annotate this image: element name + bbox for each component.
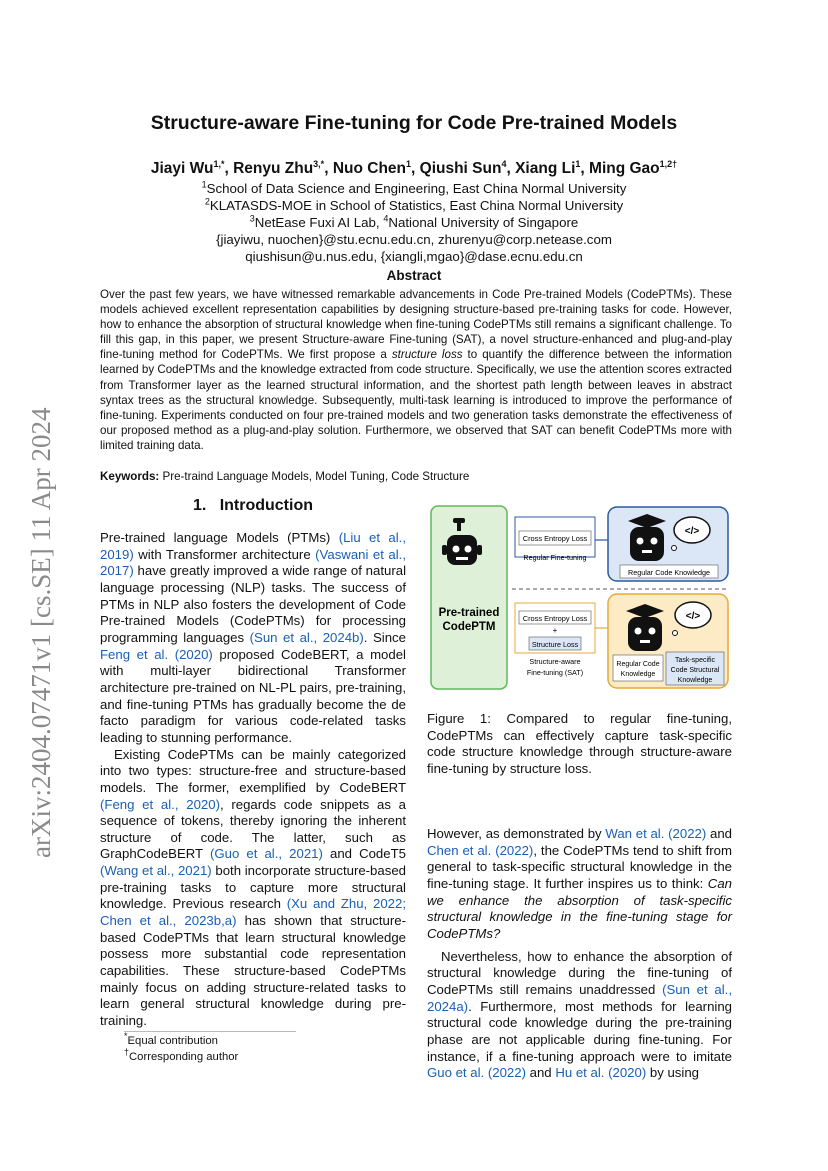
intro-right-column — [427, 826, 732, 1082]
author-list: Jiayi $Wu^{1,*}$, Renyu Zhu$^{3,*}$, Nuo Chen$^1$, Qiushi Sun$^4$, Xiang Li$^1$, Ming Gao$^{1,2\dagger}$ — [150, 158, 678, 177]
top-knowledge-label: Regular Code Knowledge — [628, 568, 710, 577]
intro-paragraph-1 — [100, 530, 406, 747]
codeptm-panel — [431, 506, 507, 689]
code-icon: </> — [684, 526, 700, 537]
author-name: Qiushi Sun — [419, 160, 502, 177]
keywords: Keywords: Pre-traind Language Models, Model Tuning, Code Structure — [100, 470, 470, 483]
author-name: Jiayi Wu — [150, 160, 214, 177]
citation-link[interactable]: (Sun et al., 2024a) — [427, 981, 732, 1014]
regular-knowledge-label-2: Knowledge — [620, 671, 656, 678]
paragraph-text: , regards code snippets as a sequence of tokens, thereby ignoring the inherent structure of code. The latter, such as GraphCodeBERT — [100, 796, 406, 862]
citation-link[interactable]: (Vaswani et al., 2017) — [100, 546, 406, 579]
sat-label-1: Structure-aware — [529, 657, 581, 666]
arxiv-identifier-stamp — [20, 370, 60, 860]
paragraph-text: Can we enhance the absorption of task-specific structural knowledge in the fine-tuning stage for CodePTMs? — [427, 875, 732, 941]
paragraph-text: Pre-trained language Models (PTMs) — [100, 530, 339, 545]
top-method-label: Regular Fine-tuning — [523, 553, 587, 562]
paragraph-text: However, as demonstrated by — [427, 826, 606, 841]
paragraph-text: and — [525, 1065, 556, 1081]
bottom-loss-label: Cross Entropy Loss — [522, 614, 588, 623]
paragraph-text: proposed CodeBERT, a model with multi-layer bidirectional Transformer architecture pre-trained on NL-PL pairs, pre-training, and fine-tuning PTMs has gradually become the de facto paradigm for various code-related tasks leading to stunning performance. — [100, 646, 406, 745]
citation-link[interactable]: Hu et al. (2020) — [555, 1065, 647, 1081]
paragraph-text: have greatly improved a wide range of natural language processing (NLP) tasks. The success of PTMs in NLP also fosters the development of Code Pre-trained Models (CodePTMs) for processing programming languages — [100, 563, 406, 645]
paragraph-text: . Furthermore, most methods for learning structural code knowledge during the pre-training phase are not applicable during fine-tuning. For instance, if a fine-tuning approach were to imitate — [427, 998, 732, 1064]
author-emails-1: {jiayiwu, nuochen}@stu.ecnu.edu.cn, zhurenyu@corp.netease.com — [216, 232, 612, 247]
author-emails-2: qiushisun@u.nus.edu, {xiangli,mgao}@dase.ecnu.edu.cn — [245, 249, 583, 264]
paragraph-text: and — [706, 826, 732, 841]
paragraph-text: , the CodePTMs tend to shift from general to task-specific structural knowledge in the fine-tuning stage. It further inspires us to think: — [427, 842, 732, 891]
affiliation-3: $^3$NetEase Fuxi AI Lab, $^4$National University of Singapore — [249, 213, 579, 230]
citation-link[interactable]: (Feng et al., 2020) — [100, 796, 220, 812]
citation-link[interactable]: (Guo et al., 2021) — [209, 846, 323, 862]
citation-link[interactable]: (Liu et al., 2019) — [100, 530, 406, 562]
author-name: Nuo Chen — [332, 160, 406, 177]
abstract-emphasis: structure loss — [391, 348, 463, 362]
citation-link[interactable]: (Wang et al., 2021) — [100, 863, 212, 879]
abstract-heading: Abstract — [386, 268, 442, 283]
section-heading: 1. Introduction — [193, 497, 313, 514]
intro-paragraph-2 — [100, 747, 406, 1030]
affiliation-2: $^2$KLATASDS-MOE in School of Statistics, East China Normal University — [204, 196, 624, 213]
task-knowledge-label-2: Code Structural — [670, 667, 720, 674]
figure-1-caption: Figure 1: Compared to regular fine-tuning, CodePTMs can effectively capture task-specific code structure knowledge through structure-aware fine-tuning by structure loss. — [427, 711, 732, 776]
codeptm-label-2: CodePTM — [442, 621, 496, 633]
code-icon-2: </> — [685, 611, 701, 622]
paragraph-text: and CodeT5 — [322, 846, 406, 862]
citation-link[interactable]: Chen et al. (2022) — [427, 842, 534, 858]
paragraph-text: . Since — [363, 629, 406, 645]
student-robot-icon-2 — [626, 604, 664, 651]
citation-link[interactable]: Wan et al. (2022) — [605, 826, 707, 841]
plus-sign: + — [552, 626, 558, 635]
paragraph-text: both incorporate structure-based pre-training tasks to capture more structural knowledge. Previous research — [100, 863, 406, 912]
footnote-corresponding-author: †Corresponding author — [124, 1046, 239, 1063]
citation-link[interactable]: (Xu and Zhu, 2022; Chen et al., 2023b,a) — [100, 896, 407, 929]
author-name: Xiang Li — [515, 160, 576, 177]
footnote-equal-contribution: *Equal contribution — [124, 1031, 218, 1047]
footnote-divider — [124, 1031, 296, 1032]
intro-left-column — [100, 530, 406, 1030]
structure-loss-label: Structure Loss — [531, 640, 579, 649]
citation-link[interactable]: Guo et al. (2022) — [427, 1065, 526, 1081]
citation-link[interactable]: (Sun et al., 2024b) — [249, 629, 364, 645]
paragraph-text: has shown that structure-based CodePTMs that learn structural knowledge possess more substantial code representation capabilities. These structure-based CodePTMs mainly focus on adding structure-related tasks to learn general structural knowledge during pre-training. — [100, 913, 406, 1029]
sat-label-2: Fine-tuning (SAT) — [526, 668, 584, 677]
top-loss-label: Cross Entropy Loss — [522, 534, 588, 543]
intro-paragraph-3 — [427, 826, 732, 943]
figure-1-diagram — [430, 505, 731, 690]
paragraph-text: with Transformer architecture — [133, 546, 316, 562]
abstract-text: Over the past few years, we have witnessed remarkable advancements in Code Pre-trained Models (CodePTMs). These models achieved excellent representation capabilities by designing structure-based pre-training tasks for code. However, how to enhance the absorption of structural knowledge when fine-tuning CodePTMs still remains a significant challenge. To fill this gap, in this paper, we present Structure-aware Fine-tuning (SAT), a novel structure-enhanced and plug-and-play fine-tuning method for CodePTMs. We first propose a structure loss to quantify the difference between the information learned by CodePTMs and the knowledge extracted from code structure. Specifically, we use the attention scores extracted from Transformer layer as the learned structural information, and the shortest path length between leaves in abstract syntax trees as the structural knowledge. Subsequently, multi-task learning is introduced to improve the performance of fine-tuning. Experiments conducted on four pre-trained models and two generation tasks demonstrate the effectiveness of our proposed method as a plug-and-play solution. Furthermore, we observed that SAT can benefit CodePTMs more with limited training data. — [100, 288, 732, 452]
citation-link[interactable]: Feng et al. (2020) — [100, 646, 213, 662]
paper-title: Structure-aware Fine-tuning for Code Pre-trained Models — [150, 112, 678, 134]
regular-knowledge-label-1: Regular Code — [616, 661, 660, 668]
codeptm-label-1: Pre-trained — [438, 607, 500, 619]
author-name: Renyu Zhu — [233, 160, 314, 177]
affiliation-1: $^1$School of Data Science and Engineering, East China Normal University — [201, 179, 627, 196]
paragraph-text: Nevertheless, how to enhance the absorption of structural knowledge during the fine-tuning of CodePTMs still remains unaddressed — [427, 948, 732, 997]
student-robot-icon — [628, 514, 666, 561]
paragraph-text: by using — [646, 1065, 700, 1081]
arxiv-id-text: arXiv:2404.07471v1 [cs.SE] 11 Apr 2024 — [26, 407, 56, 858]
intro-paragraph-4 — [427, 949, 732, 1082]
paragraph-text: Existing CodePTMs can be mainly categorized into two types: structure-free and structure-based models. The former, exemplified by CodeBERT — [100, 746, 406, 795]
footnotes — [124, 1031, 239, 1065]
task-knowledge-label-1: Task-specific — [674, 657, 716, 664]
author-name: Ming Gao — [589, 160, 660, 177]
task-knowledge-label-3: Knowledge — [677, 677, 713, 684]
